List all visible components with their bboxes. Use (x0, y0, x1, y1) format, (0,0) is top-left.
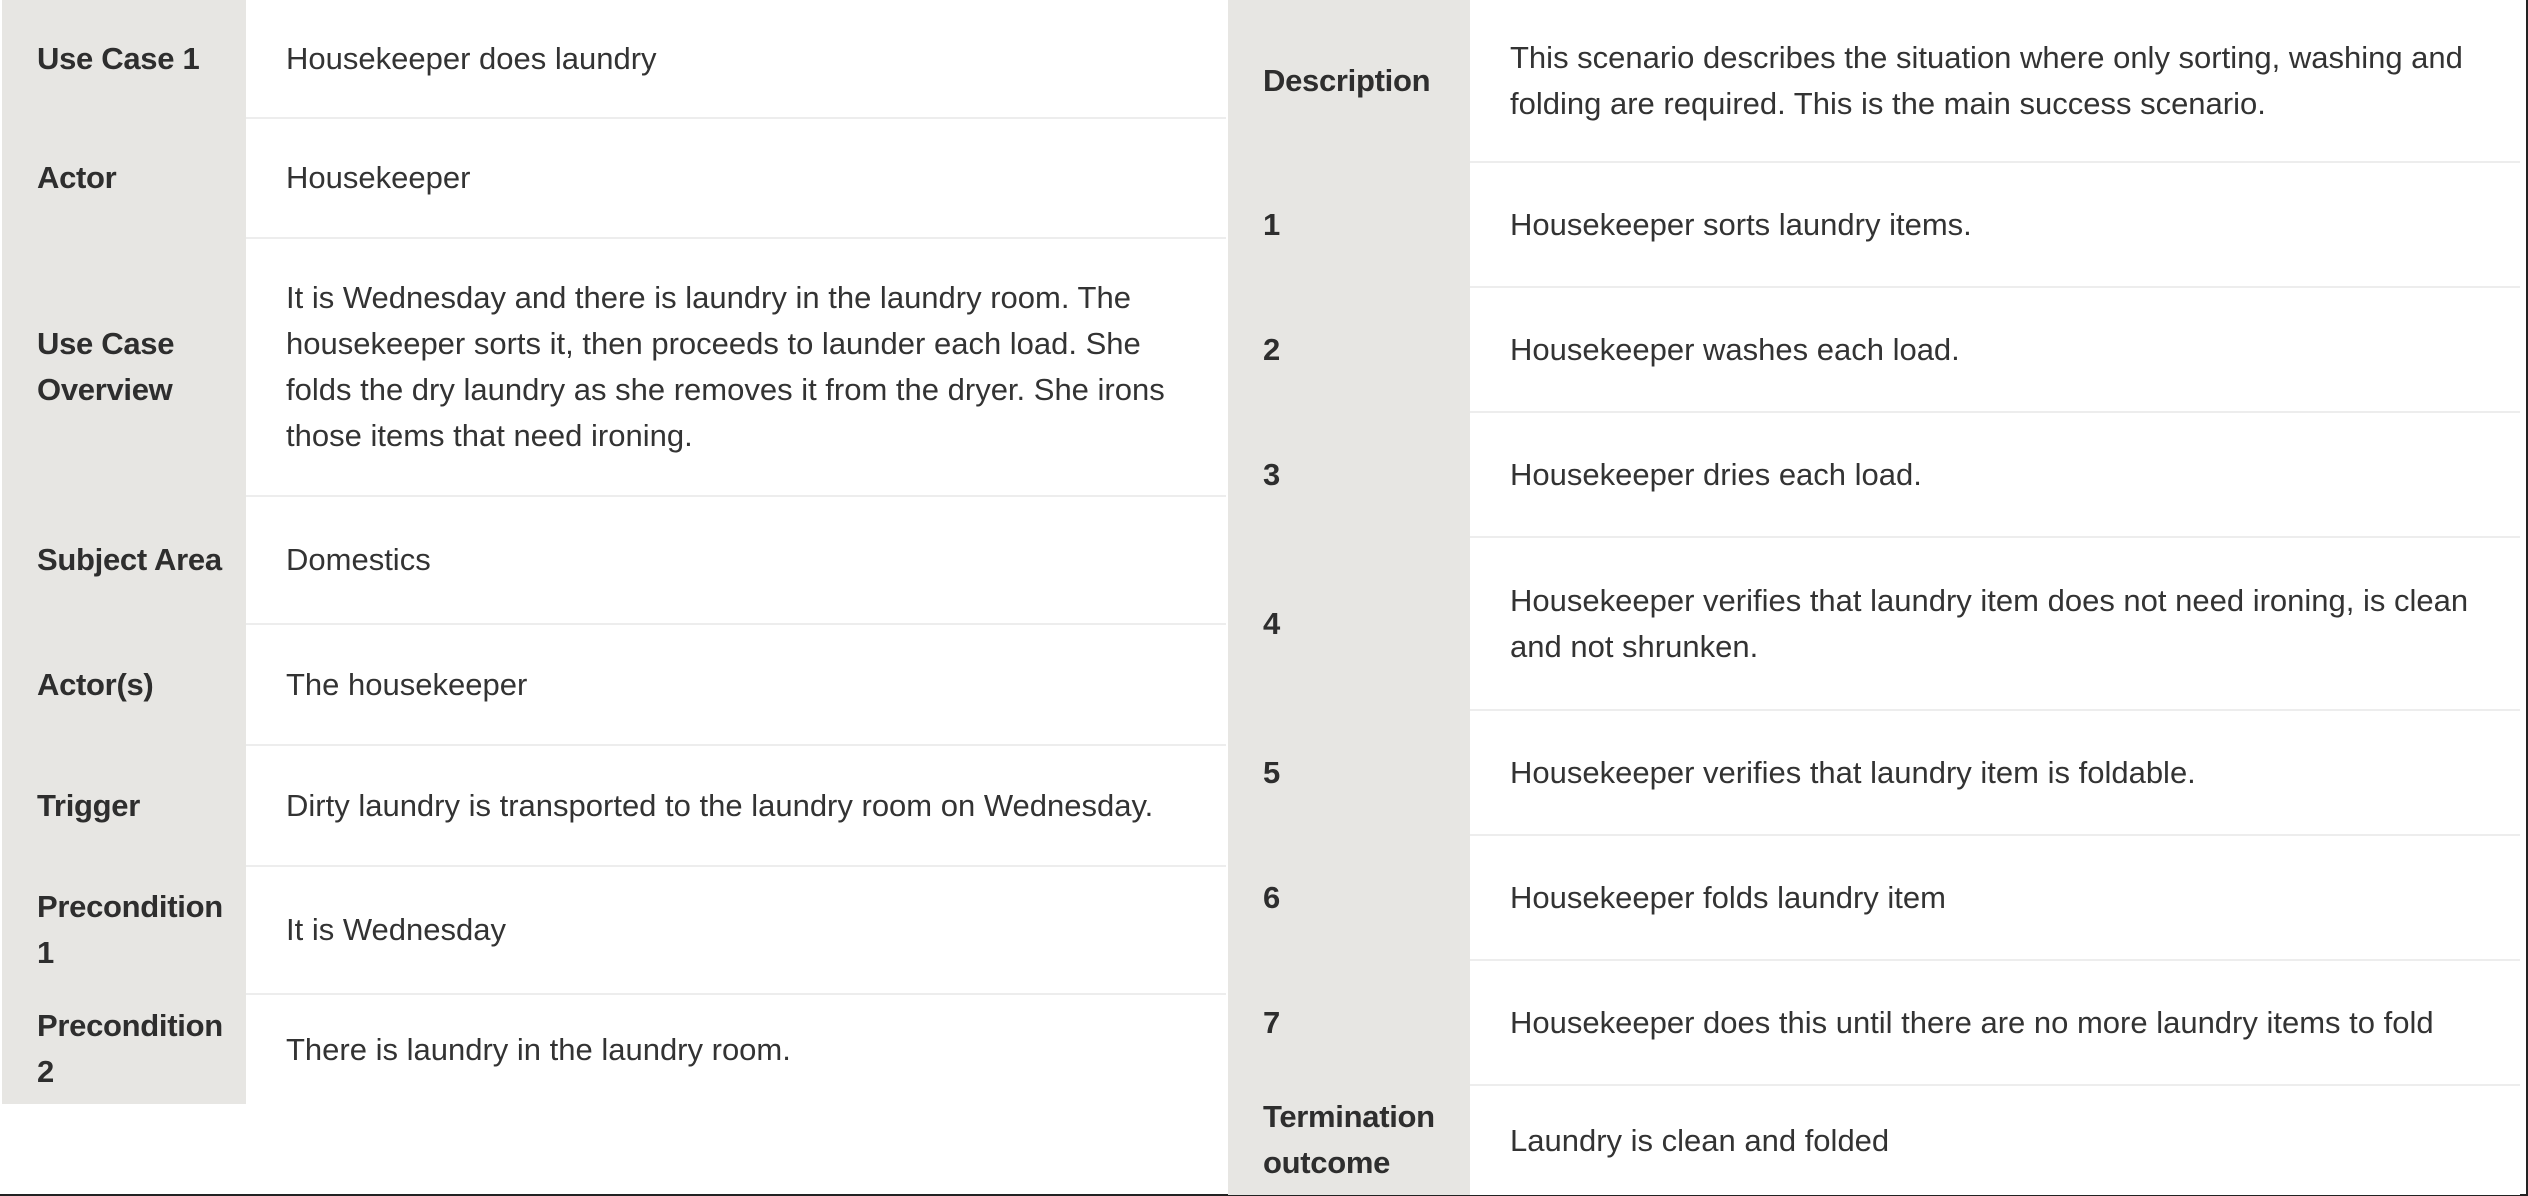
row-value: Housekeeper sorts laundry items. (1470, 162, 2520, 287)
row-label: Description (1228, 0, 1470, 162)
row-value: Laundry is clean and folded (1470, 1085, 2520, 1195)
row-label: Use Case 1 (2, 0, 246, 118)
row-label: 3 (1228, 412, 1470, 537)
row-label: Use Case Overview (2, 238, 246, 496)
row-label: 2 (1228, 287, 1470, 412)
table-row (1228, 537, 2520, 710)
row-label: Termination outcome (1228, 1085, 1470, 1195)
row-value: There is laundry in the laundry room. (246, 994, 1226, 1104)
table-row (2, 745, 1226, 866)
table-row (2, 0, 1226, 118)
table-row (2, 624, 1226, 745)
row-value: Housekeeper does laundry (246, 0, 1226, 118)
row-label: 4 (1228, 537, 1470, 710)
scenario-table (1228, 0, 2520, 1195)
table-row (1228, 287, 2520, 412)
row-label: Actor (2, 118, 246, 238)
row-value: Domestics (246, 496, 1226, 624)
row-value: Housekeeper folds laundry item (1470, 835, 2520, 960)
table-row (2, 118, 1226, 238)
table-row (1228, 710, 2520, 835)
row-label: 6 (1228, 835, 1470, 960)
row-label: Subject Area (2, 496, 246, 624)
row-value: Housekeeper (246, 118, 1226, 238)
row-value: Housekeeper verifies that laundry item is foldable. (1470, 710, 2520, 835)
table-row (2, 496, 1226, 624)
table-row (1228, 960, 2520, 1085)
table-row (2, 866, 1226, 994)
row-label: 5 (1228, 710, 1470, 835)
row-value: Dirty laundry is transported to the laundry room on Wednesday. (246, 745, 1226, 866)
row-label: Actor(s) (2, 624, 246, 745)
table-row (1228, 0, 2520, 162)
row-value: Housekeeper washes each load. (1470, 287, 2520, 412)
row-label: 7 (1228, 960, 1470, 1085)
table-row (1228, 162, 2520, 287)
row-value: It is Wednesday (246, 866, 1226, 994)
row-value: This scenario describes the situation where only sorting, washing and folding are required. This is the main success scenario. (1470, 0, 2520, 162)
row-label: 1 (1228, 162, 1470, 287)
row-label: Precondition 1 (2, 866, 246, 994)
row-value: Housekeeper verifies that laundry item does not need ironing, is clean and not shrunken. (1470, 537, 2520, 710)
row-value: Housekeeper dries each load. (1470, 412, 2520, 537)
use-case-table (2, 0, 1226, 1104)
row-label: Precondition 2 (2, 994, 246, 1104)
row-value: It is Wednesday and there is laundry in the laundry room. The housekeeper sorts it, then proceeds to launder each load. She folds the dry laundry as she removes it from the dryer. She irons those items that need ironing. (246, 238, 1226, 496)
row-value: Housekeeper does this until there are no more laundry items to fold (1470, 960, 2520, 1085)
table-row (1228, 412, 2520, 537)
table-row (1228, 835, 2520, 960)
table-row (1228, 1085, 2520, 1195)
table-row (2, 994, 1226, 1104)
row-label: Trigger (2, 745, 246, 866)
table-row (2, 238, 1226, 496)
row-value: The housekeeper (246, 624, 1226, 745)
